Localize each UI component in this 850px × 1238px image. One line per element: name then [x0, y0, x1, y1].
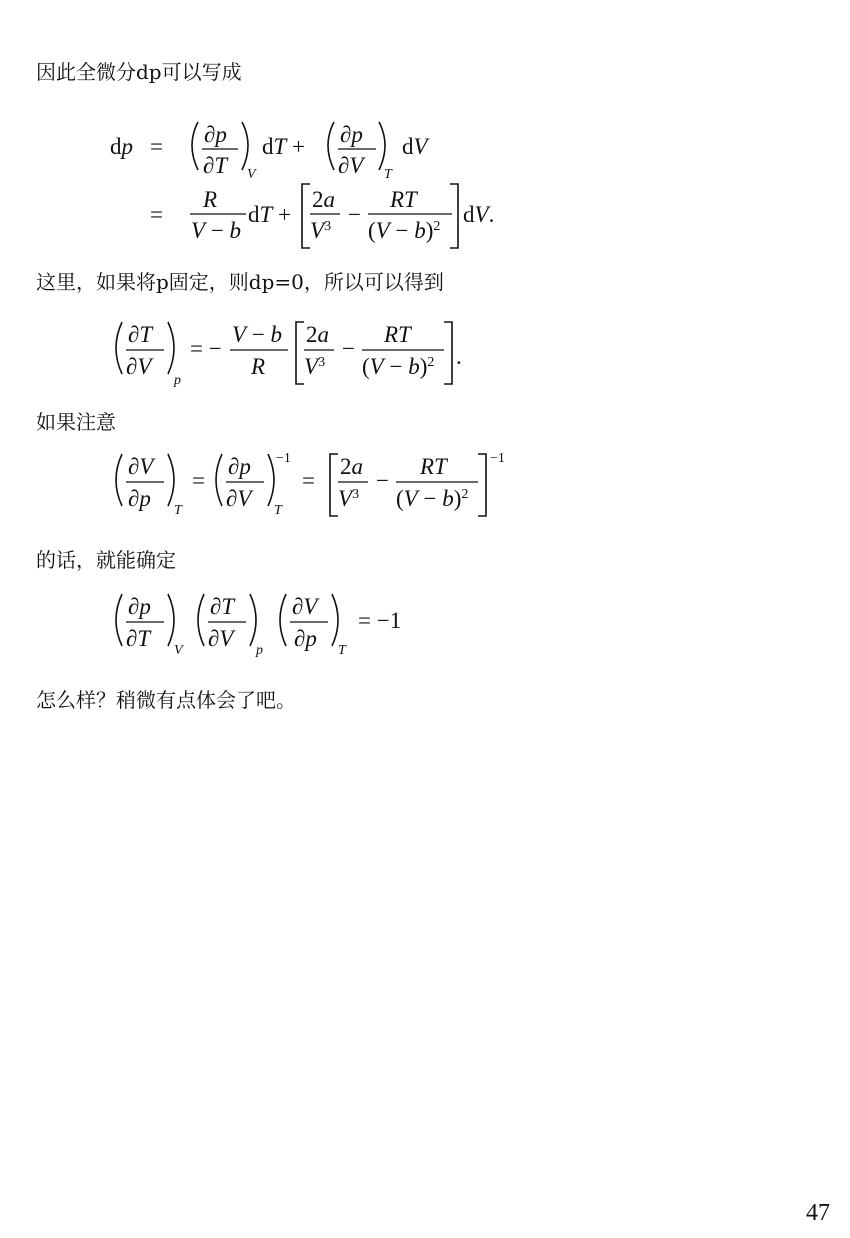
paragraph-5: 怎么样？稍微有点体会了吧。	[36, 688, 296, 712]
paragraph-2: 这里，如果将p固定，则dp=0，所以可以得到	[36, 270, 444, 294]
svg-text:∂V: ∂V	[292, 594, 318, 619]
svg-text:RT: RT	[390, 187, 417, 212]
svg-text:V: V	[174, 643, 183, 658]
svg-text:−: −	[342, 336, 355, 361]
paragraph-3: 如果注意	[36, 410, 116, 434]
svg-text:dp: dp	[110, 134, 133, 159]
svg-text:V: V	[247, 167, 256, 182]
svg-text:∂V: ∂V	[338, 153, 364, 178]
svg-text:∂p: ∂p	[228, 454, 251, 479]
svg-text:∂p: ∂p	[340, 122, 363, 147]
svg-text:∂T: ∂T	[128, 322, 153, 347]
svg-text:−1: −1	[490, 451, 505, 466]
equation-dT-dV	[108, 318, 488, 402]
svg-text:T: T	[274, 503, 282, 518]
svg-text:R: R	[203, 187, 218, 212]
svg-text:=: =	[150, 134, 163, 159]
svg-text:p: p	[174, 373, 181, 388]
svg-text:−: −	[348, 202, 361, 227]
svg-text:dV: dV	[402, 134, 428, 159]
svg-text:=: =	[192, 468, 205, 493]
svg-text:−: −	[376, 468, 389, 493]
svg-text:.: .	[456, 344, 462, 369]
svg-text:2a: 2a	[340, 454, 363, 479]
svg-text:V3: $V^3$	[338, 486, 360, 511]
svg-text:dT +: dT +	[262, 134, 306, 159]
svg-text:dT +: dT +	[248, 202, 292, 227]
svg-text:∂p: ∂p	[128, 486, 151, 511]
svg-text:V − b: V − b	[232, 322, 283, 347]
svg-text:−1: −1	[276, 451, 291, 466]
equation-total-differential	[100, 112, 520, 256]
svg-text:(V − b)2: $(V - b)^2$	[362, 354, 435, 379]
svg-text:T: T	[384, 167, 392, 182]
svg-text:T: T	[338, 643, 346, 658]
svg-text:V3: $V^3$	[304, 354, 326, 379]
svg-text:V3: $V^3$	[310, 218, 332, 243]
svg-text:∂V: ∂V	[128, 454, 154, 479]
svg-text:V − b: V − b	[191, 218, 242, 243]
svg-text:∂T: ∂T	[210, 594, 235, 619]
svg-text:∂T: ∂T	[203, 153, 228, 178]
paragraph-4: 的话，就能确定	[36, 548, 176, 572]
svg-text:RT: RT	[384, 322, 411, 347]
svg-text:∂V: ∂V	[126, 354, 152, 379]
svg-text:∂p: ∂p	[294, 626, 317, 651]
svg-text:=: =	[150, 202, 163, 227]
svg-text:(V − b)2: $(V - b)^2$	[396, 486, 469, 511]
svg-text:=: =	[302, 468, 315, 493]
svg-text:∂V: ∂V	[208, 626, 234, 651]
svg-text:T: T	[174, 503, 182, 518]
svg-text:2a: 2a	[306, 322, 329, 347]
svg-text:dV.: dV.	[463, 202, 495, 227]
svg-text:= −1: = −1	[358, 608, 402, 633]
svg-text:∂p: ∂p	[128, 594, 151, 619]
equation-cyclic-relation	[108, 590, 428, 666]
equation-dV-dp	[108, 448, 528, 532]
svg-text:RT: RT	[420, 454, 447, 479]
svg-text:= −: = −	[190, 336, 222, 361]
svg-text:∂V: ∂V	[226, 486, 252, 511]
svg-text:p: p	[256, 643, 263, 658]
svg-text:∂p: ∂p	[204, 122, 227, 147]
page-number: 47	[806, 1200, 830, 1226]
paragraph-1: 因此全微分dp可以写成	[36, 60, 242, 84]
svg-text:2a: 2a	[312, 187, 335, 212]
svg-text:∂T: ∂T	[126, 626, 151, 651]
svg-text:(V − b)2: $(V - b)^2$	[368, 218, 441, 243]
svg-text:R: R	[251, 354, 266, 379]
